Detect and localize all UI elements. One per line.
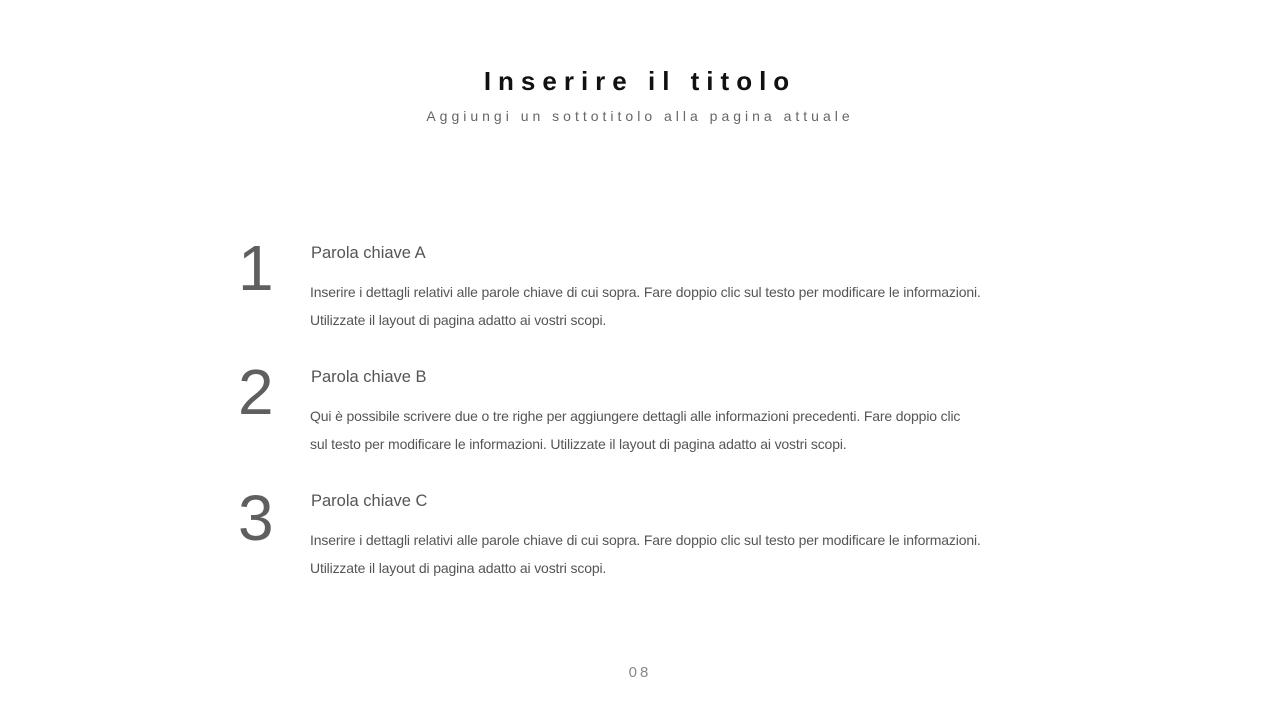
slide-subtitle: Aggiungi un sottotitolo alla pagina attuale [426, 108, 854, 124]
item-number: 1 [238, 232, 274, 304]
slide-title: Inserire il titolo [483, 66, 797, 96]
item-number: 3 [238, 482, 274, 554]
item-keyword: Parola chiave A [311, 244, 426, 262]
item-description [310, 402, 960, 458]
page-number: 08 [628, 664, 652, 681]
item-number: 2 [238, 356, 274, 428]
description-line: Inserire i dettagli relativi alle parole chiave di cui sopra. Fare doppio clic sul testo per modificare le informazioni. [310, 532, 981, 548]
item-description [310, 278, 981, 334]
description-line: Utilizzate il layout di pagina adatto ai vostri scopi. [310, 312, 607, 328]
item-keyword: Parola chiave B [311, 368, 427, 386]
description-line: Qui è possibile scrivere due o tre righe per aggiungere dettagli alle informazioni precedenti. Fare doppio clic [310, 408, 961, 424]
description-line: Inserire i dettagli relativi alle parole chiave di cui sopra. Fare doppio clic sul testo per modificare le informazioni. [310, 284, 981, 300]
item-description [310, 526, 981, 582]
description-line: sul testo per modificare le informazioni. Utilizzate il layout di pagina adatto ai vostri scopi. [310, 436, 847, 452]
item-keyword: Parola chiave C [311, 492, 428, 510]
description-line: Utilizzate il layout di pagina adatto ai vostri scopi. [310, 560, 607, 576]
